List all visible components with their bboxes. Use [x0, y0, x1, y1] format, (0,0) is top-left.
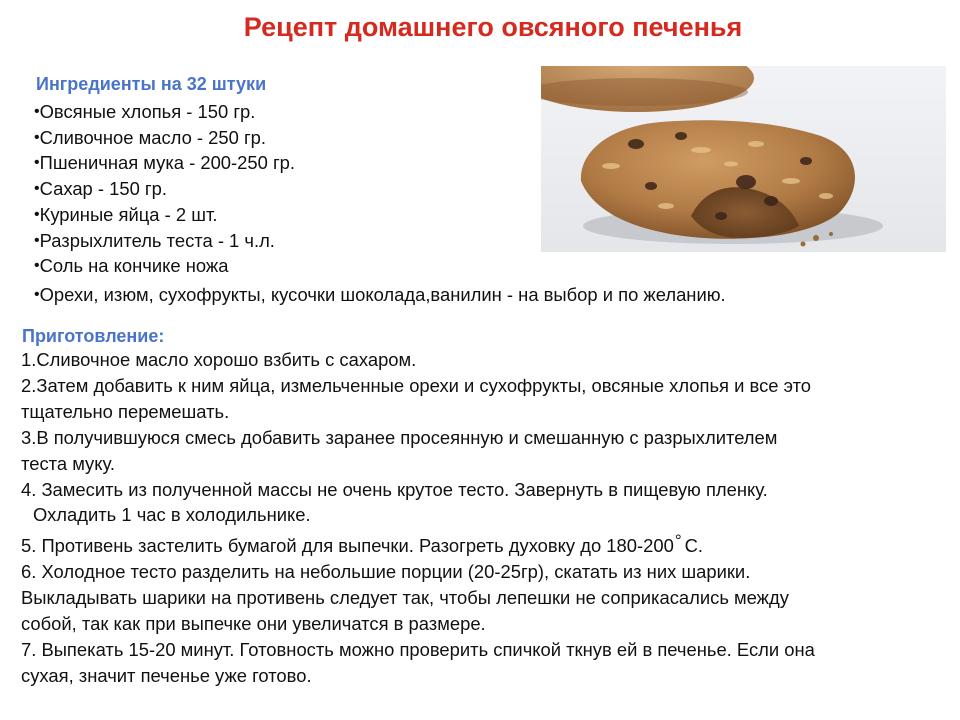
bullet-icon: • [34, 285, 40, 303]
ingredient-item [34, 253, 726, 279]
ingredient-text: Орехи, изюм, сухофрукты, кусочки шоколада,ванилин - на выбор и по желанию. [39, 283, 726, 305]
step-line: Охладить 1 час в холодильнике. [33, 504, 311, 526]
ingredient-text: Пшеничная мука - 200-250 гр. [39, 152, 295, 174]
ingredient-text: Куриные яйца - 2 шт. [39, 203, 218, 225]
step-line: теста муку. [21, 452, 115, 474]
ingredient-text: Овсяные хлопья - 150 гр. [39, 101, 256, 122]
step-line: 1.Сливочное масло хорошо взбить с сахаром. [21, 349, 417, 370]
ingredient-text: Разрыхлитель теста - 1 ч.л. [39, 229, 275, 251]
step-line-5 [21, 528, 951, 559]
step-line: 2.Затем добавить к ним яйца, измельченные орехи и сухофрукты, овсяные хлопья и все это [21, 374, 812, 396]
ingredient-text: Сливочное масло - 250 гр. [39, 126, 266, 148]
bullet-icon: • [34, 257, 40, 275]
step-5-unit: С. [684, 535, 704, 557]
bullet-icon: • [34, 205, 40, 223]
cookie-illustration [541, 66, 946, 252]
step-line: 3.В получившуюся смесь добавить заранее просеянную и смешанную с разрыхлителем [21, 426, 778, 448]
preparation-steps [21, 347, 951, 689]
degree-sign: ° [674, 531, 682, 551]
bullet-icon: • [34, 180, 40, 198]
step-line: Выкладывать шарики на противень следует так, чтобы лепешки не соприкасались между [21, 587, 789, 609]
bullet-icon: • [34, 128, 40, 146]
bullet-icon: • [34, 231, 40, 249]
step-5-text: 5. Противень застелить бумагой для выпечки. Разогреть духовку до 180-200 [21, 535, 674, 557]
step-line: 4. Замесить из полученной массы не очень крутое тесто. Завернуть в пищевую пленку. [21, 478, 768, 500]
bullet-icon: • [34, 103, 40, 120]
preparation-heading: Приготовление: [22, 326, 165, 346]
cookie-photo [541, 66, 946, 252]
step-line: 6. Холодное тесто разделить на небольшие порции (20-25гр), скатать из них шарики. [21, 561, 751, 583]
step-line: собой, так как при выпечке они увеличатся в размере. [21, 613, 486, 635]
bullet-icon: • [34, 154, 40, 172]
ingredients-heading: Ингредиенты на 32 штуки [36, 74, 267, 94]
ingredient-text: Сахар - 150 гр. [39, 178, 167, 200]
page-title: Рецепт домашнего овсяного печенья [243, 12, 743, 42]
ingredient-item [34, 282, 726, 308]
step-line: сухая, значит печенье уже готово. [21, 664, 312, 686]
ingredient-text: Соль на кончике ножа [39, 255, 229, 277]
step-line: 7. Выпекать 15-20 минут. Готовность можно проверить спичкой ткнув ей в печенье. Если она [21, 638, 815, 660]
step-line: тщательно перемешать. [21, 400, 230, 422]
